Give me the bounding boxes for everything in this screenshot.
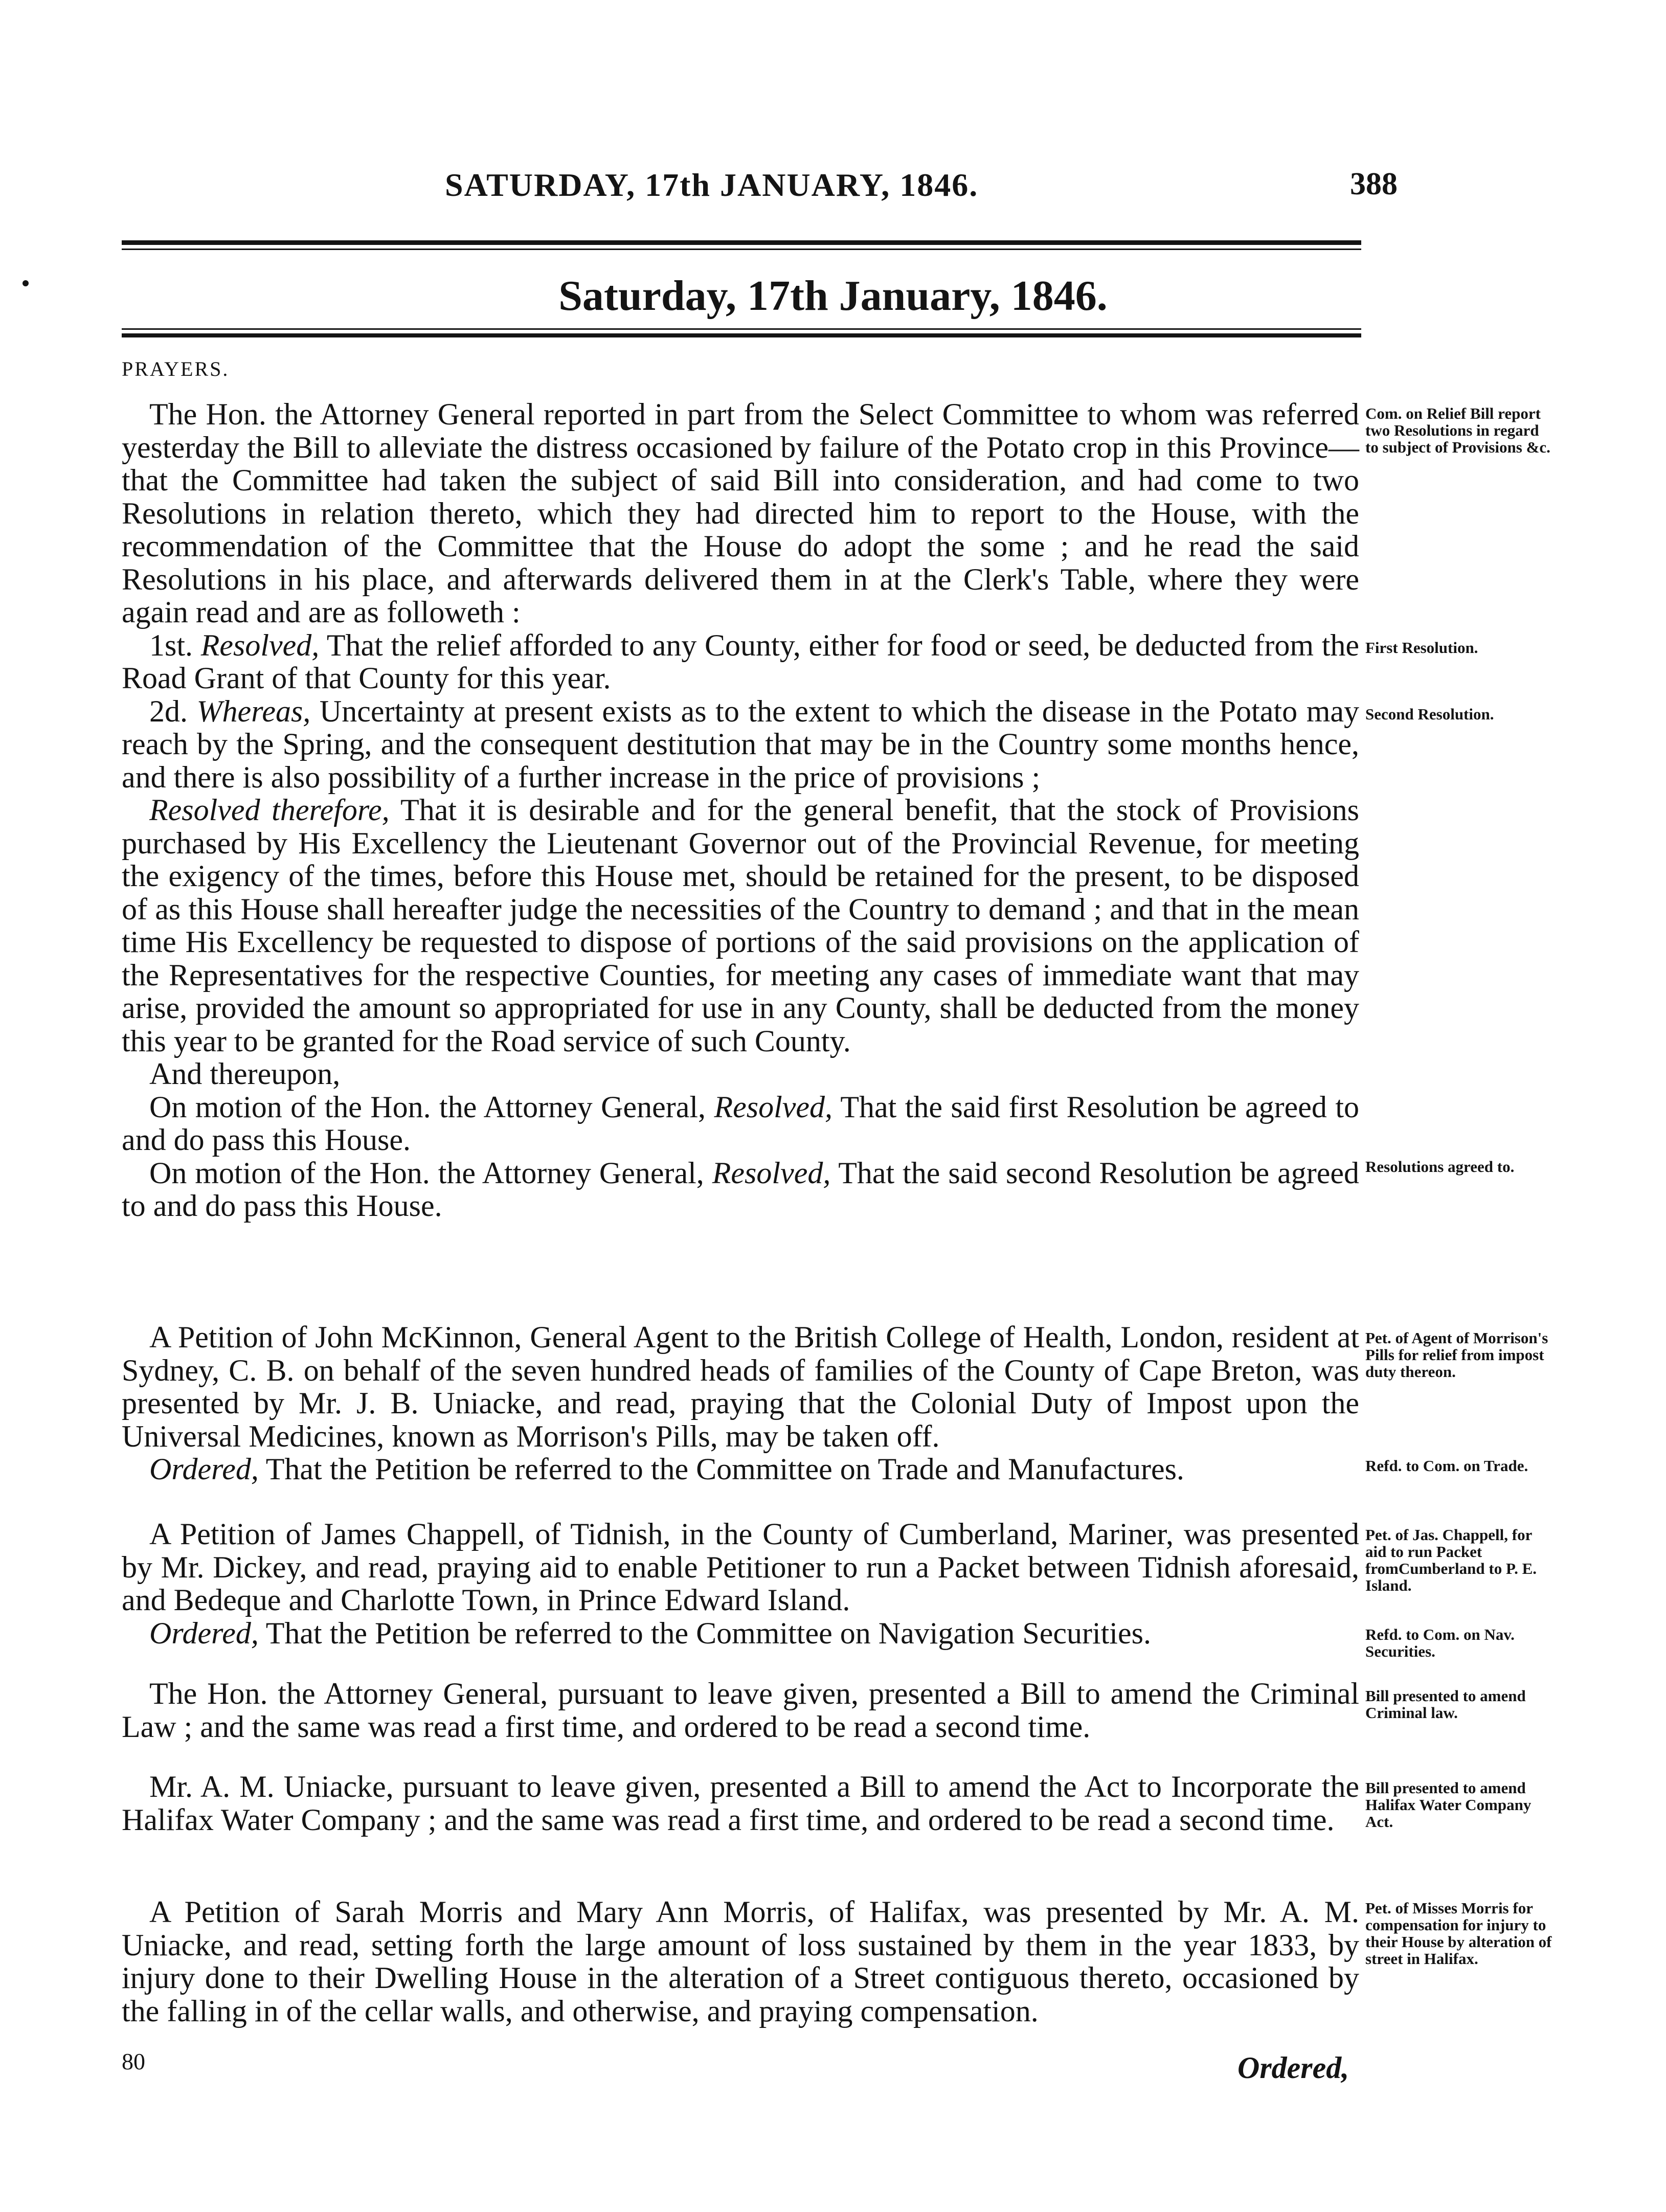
paragraph-thereupon: And thereupon, [149, 1057, 341, 1091]
paragraph-resolved-therefore [122, 794, 1359, 1057]
paragraph-second-resolution [122, 695, 1359, 794]
margin-note-trade-referral: Refd. to Com. on Trade. [1365, 1457, 1528, 1475]
paragraph-first-motion [122, 1091, 1359, 1157]
order-text: That the Petition be referred to the Committee on Navigation Securities. [258, 1616, 1151, 1650]
margin-note-chappell-petition: Pet. of Jas. Chappell, for aid to run Packet fromCumberland to P. E. Island. [1365, 1526, 1537, 1594]
margin-note-navigation-referral: Refd. to Com. on Nav. Securities. [1365, 1626, 1515, 1660]
resolved-keyword: Resolved, [200, 628, 320, 662]
margin-note-resolutions-agreed: Resolutions agreed to. [1365, 1158, 1515, 1176]
resolution-number: 1st. [149, 628, 201, 662]
margin-note-second-resolution: Second Resolution. [1365, 705, 1494, 723]
section-mckinnon-petition [122, 1321, 1359, 1486]
paragraph-first-resolution [122, 629, 1359, 695]
margin-note-morris-petition: Pet. of Misses Morris for compensation for injury to their House by alteration of street in Halifax. [1365, 1899, 1552, 1968]
catchword: Ordered, [1237, 2051, 1349, 2085]
margin-note-first-resolution: First Resolution. [1365, 639, 1478, 657]
section-water-company-bill [122, 1770, 1359, 1836]
header-rule-thin [122, 249, 1361, 250]
section-morris-petition [122, 1895, 1359, 2027]
page-number: 388 [1350, 167, 1398, 201]
paragraph-water-company-bill: Mr. A. M. Uniacke, pursuant to leave given, presented a Bill to amend the Act to Incorporate the Halifax Water Company ; and the same was read a first time, and ordered to be read a second time. [122, 1770, 1359, 1837]
paragraph-second-motion [122, 1157, 1359, 1223]
ordered-keyword: Ordered, [149, 1616, 259, 1650]
section-chappell-petition [122, 1518, 1359, 1650]
resolution-text: Uncertainty at present exists as to the extent to which the disease in the Potato may reach by the Spring, and the consequent destitution that may be in the Country some months hence, and there is also possibility of a further increase in the price of provisions ; [122, 694, 1359, 794]
paragraph-mckinnon-petition: A Petition of John McKinnon, General Agent to the British College of Health, London, resident at Sydney, C. B. on behalf of the seven hundred heads of families of the County of Cape Breton, was presented by Mr. J. B. Uniacke, and read, praying that the Colonial Duty of Impost upon the Universal Medicines, known as Morrison's Pills, may be taken off. [122, 1320, 1359, 1453]
paragraph-trade-order [122, 1453, 1359, 1486]
resolved-keyword: Resolved, [712, 1156, 831, 1190]
order-text: That the Petition be referred to the Committee on Trade and Manufactures. [258, 1452, 1184, 1486]
margin-note-criminal-law: Bill presented to amend Criminal law. [1365, 1687, 1526, 1722]
ordered-keyword: Ordered, [149, 1452, 259, 1486]
motion-text: On motion of the Hon. the Attorney General, [149, 1156, 712, 1190]
paragraph-morris-petition: A Petition of Sarah Morris and Mary Ann Morris, of Halifax, was presented by Mr. A. M. Uniacke, and read, setting forth the large amount of loss sustained by them in the year 1833, by injury done to their Dwelling House in the alteration of a Street contiguous thereto, occasioned by the falling in of the cellar walls, and otherwise, and praying compensation. [122, 1895, 1359, 2028]
heading-rule-thin [122, 328, 1361, 330]
header-rule-thick [122, 240, 1361, 245]
section-relief-bill [122, 398, 1359, 1223]
resolved-keyword: Resolved, [714, 1090, 832, 1124]
paragraph-criminal-law-bill: The Hon. the Attorney General, pursuant to leave given, presented a Bill to amend the Criminal Law ; and the same was read a first time, and ordered to be read a second time. [122, 1677, 1359, 1744]
paragraph-navigation-order [122, 1617, 1359, 1650]
resolution-text: That it is desirable and for the general benefit, that the stock of Provisions purchased by His Excellency the Lieutenant Governor out of the Provincial Revenue, for meeting the exigency of the times, before this House met, should be retained for the present, to be disposed of as this House shall hereafter judge the necessities of the Country to demand ; and that in the mean time His Excellency be requested to dispose of portions of the said provisions on the application of the Representatives for the respective Counties, for meeting any cases of immediate want that may arise, provided the amount so appropriated for use in any County, shall be deducted from the money this year to be granted for the Road service of such County. [122, 793, 1359, 1058]
prayers-label: PRAYERS. [122, 357, 230, 380]
margin-note-water-company: Bill presented to amend Halifax Water Company Act. [1365, 1779, 1532, 1831]
resolution-text: That the relief afforded to any County, either for food or seed, be deducted from the Road Grant of that County for this year. [122, 628, 1359, 695]
running-head: SATURDAY, 17th JANUARY, 1846. [445, 167, 979, 203]
heading-rule-thick [122, 333, 1361, 337]
motion-text: That the said second Resolution be agreed to and do pass this House. [122, 1156, 1359, 1223]
motion-text: On motion of the Hon. the Attorney General, [149, 1090, 714, 1124]
resolved-keyword: Resolved therefore, [149, 793, 390, 827]
paragraph-committee-report: The Hon. the Attorney General reported in part from the Select Committee to whom was referred yesterday the Bill to alleviate the distress occasioned by failure of the Potato crop in this Province—that the Committee had taken the subject of said Bill into consideration, and had come to two Resolutions in relation thereto, which they had directed him to report to the House, with the recommendation of the Committee that the House do adopt the some ; and he read the said Resolutions in his place, and afterwards delivered them in at the Clerk's Table, where they were again read and are as followeth : [122, 397, 1359, 629]
margin-note-relief-bill: Com. on Relief Bill report two Resolutions in regard to subject of Provisions &c. [1365, 404, 1550, 456]
whereas-keyword: Whereas, [196, 694, 311, 728]
signature-mark: 80 [122, 2048, 145, 2074]
paragraph-chappell-petition: A Petition of James Chappell, of Tidnish, in the County of Cumberland, Mariner, was presented by Mr. Dickey, and read, praying aid to enable Petitioner to run a Packet between Tidnish aforesaid, and Bedeque and Charlotte Town, in Prince Edward Island. [122, 1517, 1359, 1617]
motion-text: That the said first Resolution be agreed to and do pass this House. [122, 1090, 1359, 1157]
section-criminal-law-bill [122, 1677, 1359, 1743]
resolution-number: 2d. [149, 694, 197, 728]
day-heading: Saturday, 17th January, 1846. [558, 272, 1108, 320]
margin-note-morrisons-pills: Pet. of Agent of Morrison's Pills for relief from impost duty thereon. [1365, 1329, 1548, 1381]
